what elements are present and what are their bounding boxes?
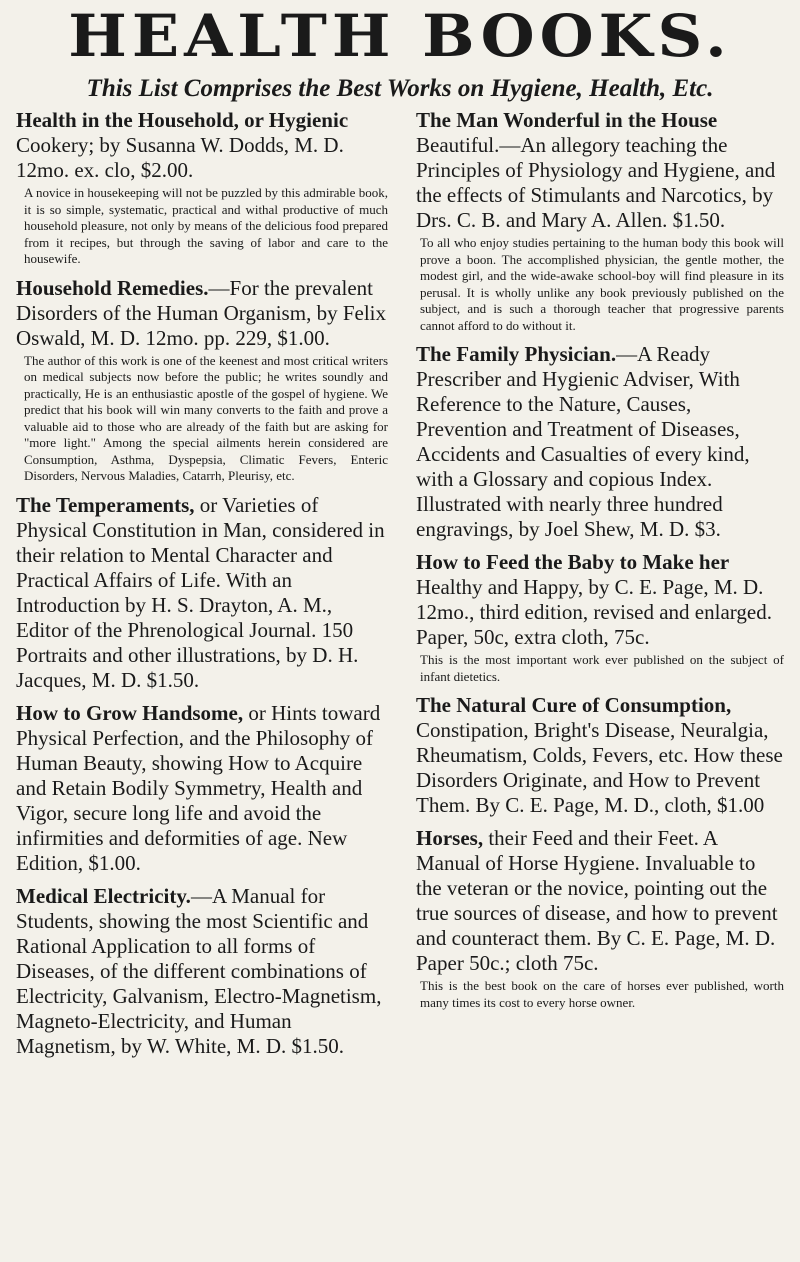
page-subtitle: This List Comprises the Best Works on Hygiene, Health, Etc.: [86, 75, 714, 102]
book-entry: [416, 550, 784, 685]
book-title: Medical Electricity.: [16, 883, 191, 908]
book-details: or Hints toward Physical Perfection, and the Philosophy of Human Beauty, showing How to Acquire and Retain Bodily Symmetry, Health and Vigor, secure long life and avoid the infirmities and deformities of age. New Edition, $1.00.: [16, 700, 381, 875]
book-entry: [16, 276, 388, 485]
book-details: —A Manual for Students, showing the most Scientific and Rational Application to all forms of Diseases, of the different combinations of Electricity, Galvanism, Electro-Magnetism, Magneto-Electricity, and Human Magnetism, by W. White, M. D. $1.50.: [16, 883, 382, 1058]
book-description: The author of this work is one of the keenest and most critical writers on medical subjects now before the public; he writes soundly and practically, He is an enthusiastic apostle of the gospel of hygiene. We predict that his book will win many converts to the faith and prove a valuable aid to those who are already of the faith but are asking for "more light." Among the special ailments herein considered are Consumption, Asthma, Dyspepsia, Climatic Fevers, Enteric Disorders, Nervous Maladies, Catarrh, Pleurisy, etc.: [24, 352, 388, 483]
book-title: The Temperaments,: [16, 492, 195, 517]
book-description: To all who enjoy studies pertaining to the human body this book will prove a boon. The accomplished physician, the gentle mother, the modest girl, and the wide-awake school-boy will find pleasure in its perusal. It is wholly unlike any book previously published on the subject, and is such a thorough teacher that progressive parents cannot afford to do without it.: [420, 235, 784, 333]
book-heading: [16, 884, 388, 1059]
book-title: Health in the Household, or Hygienic: [16, 108, 349, 132]
book-details: Healthy and Happy, by C. E. Page, M. D. 12mo., third edition, revised and enlarged. Paper, 50c, extra cloth, 75c.: [416, 575, 772, 649]
book-heading: [16, 276, 388, 351]
right-column: [416, 108, 784, 1067]
book-entry: [416, 108, 784, 334]
book-heading: [16, 493, 388, 693]
left-column: [16, 108, 388, 1067]
book-entry: [16, 493, 388, 693]
book-entry: [416, 693, 784, 818]
book-title: Household Remedies.: [16, 275, 209, 300]
book-description: This is the most important work ever published on the subject of infant dietetics.: [420, 652, 784, 684]
page-title: HEALTH BOOKS.: [68, 2, 732, 71]
book-details: —For the prevalent Disorders of the Human Organism, by Felix Oswald, M. D. 12mo. pp. 229, $1.00.: [16, 275, 386, 350]
book-entry: [416, 826, 784, 1011]
book-heading: [416, 108, 784, 233]
book-entry: [16, 701, 388, 876]
book-columns: [16, 108, 784, 1067]
book-heading: [416, 342, 784, 542]
book-entry: [16, 108, 388, 268]
book-title: How to Feed the Baby to Make her: [416, 550, 730, 574]
book-details: Beautiful.—An allegory teaching the Principles of Physiology and Hygiene, and the effects of Stimulants and Narcotics, by Drs. C. B. and Mary A. Allen. $1.50.: [416, 133, 776, 232]
book-title: The Family Physician.: [416, 342, 617, 366]
book-entry: [416, 342, 784, 542]
book-description: This is the best book on the care of horses ever published, worth many times its cost to every horse owner.: [420, 978, 784, 1010]
book-title: How to Grow Handsome,: [16, 700, 244, 725]
book-heading: [416, 550, 784, 650]
book-title: The Man Wonderful in the House: [416, 108, 718, 132]
book-details: —A Ready Prescriber and Hygienic Adviser, With Reference to the Nature, Causes, Prevention and Treatment of Diseases, Accidents and Casualties of every kind, with a Glossary and copious Index. Illustrated with nearly three hundred engravings, by Joel Shew, M. D. $3.: [416, 342, 750, 541]
book-heading: [16, 108, 388, 183]
book-title: Horses,: [416, 826, 484, 850]
book-heading: [16, 701, 388, 876]
book-details: Cookery; by Susanna W. Dodds, M. D. 12mo. ex. clo, $2.00.: [16, 133, 344, 182]
book-description: A novice in housekeeping will not be puzzled by this admirable book, it is so simple, systematic, practical and withal productive of much household pleasure, not only by means of the delicious food prepared from it recipes, but through the saving of labor and care to the housewife.: [24, 185, 388, 266]
book-heading: [416, 693, 784, 818]
book-title: The Natural Cure of Consumption,: [416, 693, 732, 717]
book-heading: [416, 826, 784, 976]
book-details: or Varieties of Physical Constitution in Man, considered in their relation to Mental Character and Practical Affairs of Life. With an Introduction by H. S. Drayton, A. M., Editor of the Phrenological Journal. 150 Portraits and other illustrations, by D. H. Jacques, M. D. $1.50.: [16, 492, 385, 692]
book-entry: [16, 884, 388, 1059]
book-details: Constipation, Bright's Disease, Neuralgia, Rheumatism, Colds, Fevers, etc. How these Disorders Originate, and How to Prevent Them. By C. E. Page, M. D., cloth, $1.00: [416, 718, 783, 817]
book-details: their Feed and their Feet. A Manual of Horse Hygiene. Invaluable to the veteran or the novice, pointing out the true sources of disease, and how to prevent and counteract them. By C. E. Page, M. D. Paper 50c.; cloth 75c.: [416, 826, 778, 975]
